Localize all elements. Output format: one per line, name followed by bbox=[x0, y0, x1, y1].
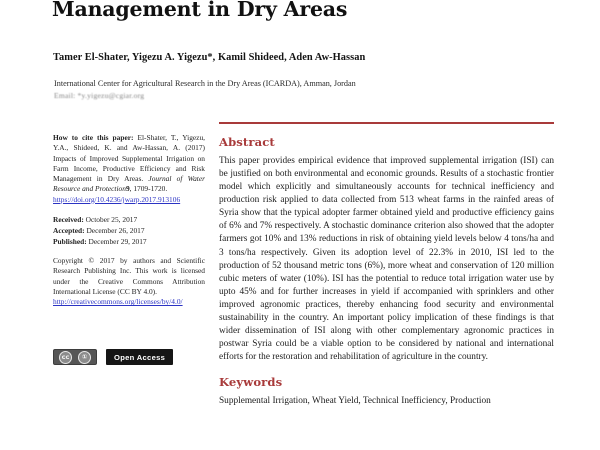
date-accepted-value: December 26, 2017 bbox=[86, 226, 145, 236]
citation-text: El-Shater, T., Yigezu, Y.A., Shideed, K. and Aw-Hassan, A. (2017) Impacts of Improved Supplemental Irrigation on Farm Income, Productive Efficiency and Risk Management in Dry Areas. bbox=[53, 133, 205, 184]
cc-by-person-icon: ① bbox=[78, 351, 91, 364]
date-published-value: December 29, 2017 bbox=[88, 237, 147, 247]
cc-logo-icon: cc bbox=[59, 351, 72, 364]
title-block bbox=[52, 0, 552, 22]
license-link[interactable]: http://creativecommons.org/licenses/by/4.0/ bbox=[53, 297, 183, 307]
abstract-divider bbox=[219, 122, 554, 124]
citation-pages: , 1709-1720. bbox=[129, 184, 168, 194]
copyright-text: Copyright © 2017 by authors and Scientific Research Publishing Inc. This work is licensed under the Creative Commons Attribution International License (CC BY 4.0). bbox=[53, 256, 205, 296]
affiliation-text: International Center for Agricultural Research in the Dry Areas (ICARDA), Amman, Jordan bbox=[54, 79, 356, 88]
author-list: Tamer El-Shater, Yigezu A. Yigezu*, Kamil Shideed, Aden Aw-Hassan bbox=[53, 52, 366, 63]
affiliation-email: Email: *y.yigezu@cgiar.org bbox=[54, 91, 145, 101]
affiliation-block bbox=[54, 78, 554, 103]
date-received bbox=[53, 214, 205, 225]
copyright-block bbox=[53, 256, 205, 307]
dates-block bbox=[53, 214, 205, 247]
main-column bbox=[219, 122, 554, 408]
date-received-label: Received: bbox=[53, 215, 84, 225]
citation-block bbox=[53, 133, 205, 205]
keywords-section bbox=[219, 375, 554, 408]
citation-journal: Journal of Water Resource and Protection bbox=[53, 174, 205, 194]
badge-row bbox=[53, 349, 173, 365]
abstract-text: This paper provides empirical evidence that improved supplemental irrigation (ISI) can be justified on both environmental and economic grounds. Results of a stochastic frontier model which explicitly and simultaneously accounts for technical inefficiency and production risk applied to data collected from 513 wheat farms in the rainfed areas of Syria show that the typical adopter farmer obtained yield and productive efficiency gains of 6% and 7% respectively. A stochastic dominance criterion also showed that the adopter farmers got 10% and 13% reductions in risk of obtaining yield levels below 4 tons/ha and 3 tons/ha respectively. Given its adoption level of 22.3% in 2010, ISI led to the production of 52 thousand metric tons (6%), more wheat and conservation of 120 million cubic meters of water (10%). ISI has the potential to reduce total irrigation water use by upto 45% and for further increases in yield if accompanied with sprinklers and other improved agronomic practices, thereby enhancing food security and environmental sustainability in the country. An important policy implication of these findings is that wider dissemination of ISI along with other complementary agronomic practices in postwar Syria could be a viable option to be considered by national and international efforts for the restoration and rehabilitation of agriculture in the country. bbox=[219, 156, 554, 362]
open-access-badge[interactable]: Open Access bbox=[106, 349, 173, 365]
sidebar bbox=[53, 133, 205, 317]
date-published bbox=[53, 236, 205, 247]
citation-volume: 9 bbox=[125, 184, 130, 194]
date-accepted bbox=[53, 225, 205, 236]
doi-link[interactable]: https://doi.org/10.4236/jwarp.2017.913106 bbox=[53, 194, 181, 204]
date-received-value: October 25, 2017 bbox=[85, 215, 138, 225]
keywords-heading: Keywords bbox=[219, 374, 283, 389]
how-to-cite-label: How to cite this paper: bbox=[53, 133, 134, 142]
page-title: Management in Dry Areas bbox=[52, 0, 348, 21]
abstract-heading: Abstract bbox=[219, 135, 275, 150]
creative-commons-badge[interactable] bbox=[53, 349, 97, 365]
keywords-text: Supplemental Irrigation, Wheat Yield, Technical Inefficiency, Production bbox=[219, 395, 491, 406]
date-published-label: Published: bbox=[53, 237, 87, 247]
date-accepted-label: Accepted: bbox=[53, 226, 85, 236]
